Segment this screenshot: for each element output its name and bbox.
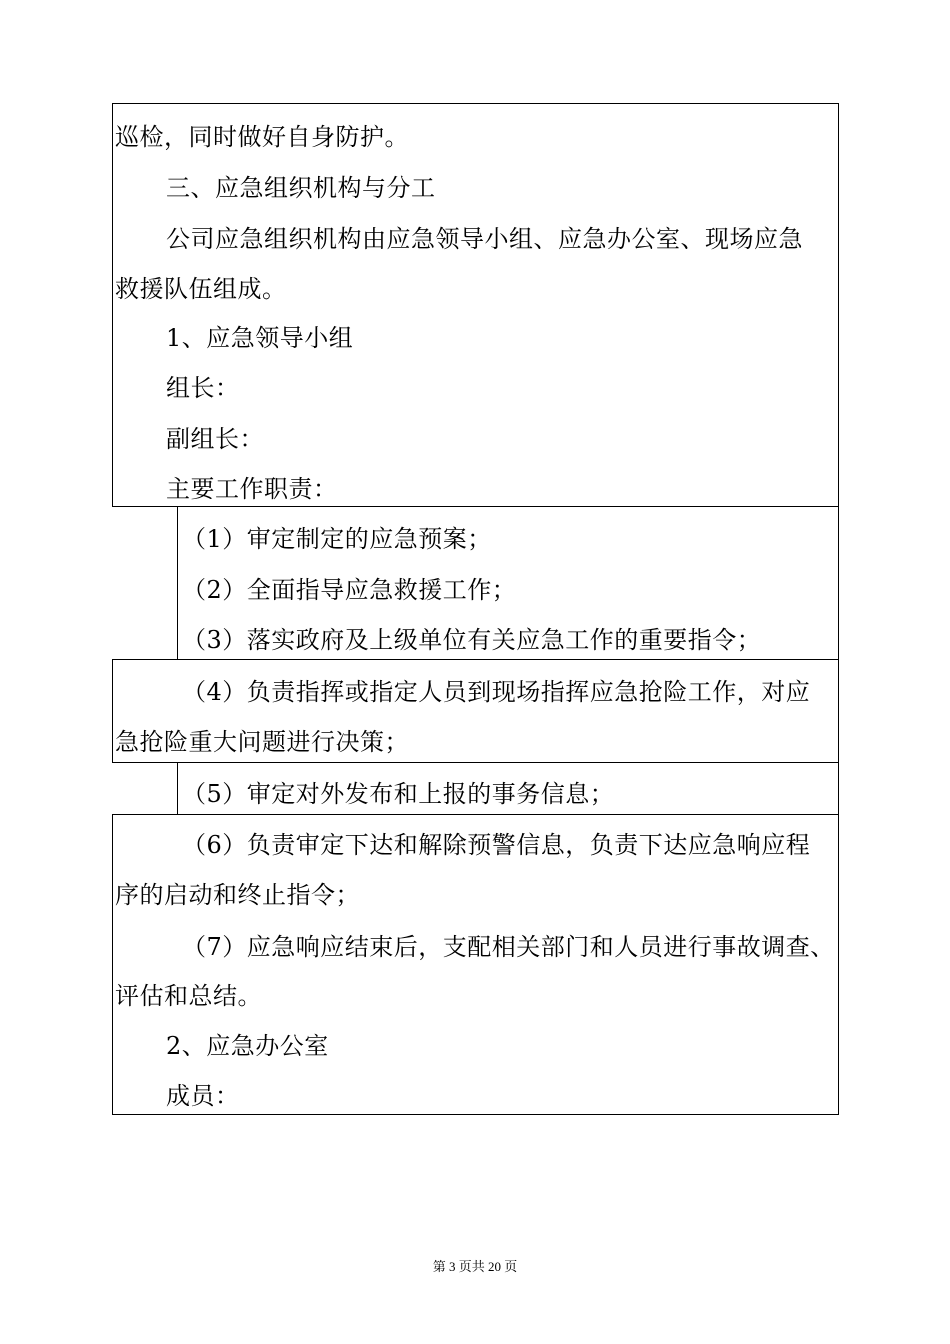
subsection-heading: 1、应急领导小组 — [166, 324, 354, 352]
section-heading: 三、应急组织机构与分工 — [166, 174, 436, 202]
text-line: 评估和总结。 — [115, 982, 262, 1010]
list-item: （3）落实政府及上级单位有关应急工作的重要指令； — [182, 626, 762, 654]
list-item: （2）全面指导应急救援工作； — [182, 576, 517, 604]
text-line: 公司应急组织机构由应急领导小组、应急办公室、现场应急 — [166, 225, 803, 253]
text-line: 巡检，同时做好自身防护。 — [115, 123, 409, 151]
list-item: （5）审定对外发布和上报的事务信息； — [182, 780, 615, 808]
text-line: 急抢险重大问题进行决策； — [115, 728, 409, 756]
list-item: （4）负责指挥或指定人员到现场指挥应急抢险工作，对应 — [182, 678, 811, 706]
text-line: 救援队伍组成。 — [115, 275, 287, 303]
text-line: 主要工作职责： — [166, 475, 338, 503]
list-item: （7）应急响应结束后，支配相关部门和人员进行事故调查、 — [182, 933, 835, 961]
text-line: 组长： — [166, 374, 240, 402]
list-item: （6）负责审定下达和解除预警信息，负责下达应急响应程 — [182, 831, 811, 859]
page-footer: 第 3 页共 20 页 — [432, 1259, 518, 1274]
text-line: 副组长： — [166, 425, 264, 453]
subsection-heading: 2、应急办公室 — [166, 1032, 329, 1060]
list-item: （1）审定制定的应急预案； — [182, 525, 492, 553]
text-line: 成员： — [166, 1082, 240, 1110]
text-line: 序的启动和终止指令； — [115, 881, 360, 909]
